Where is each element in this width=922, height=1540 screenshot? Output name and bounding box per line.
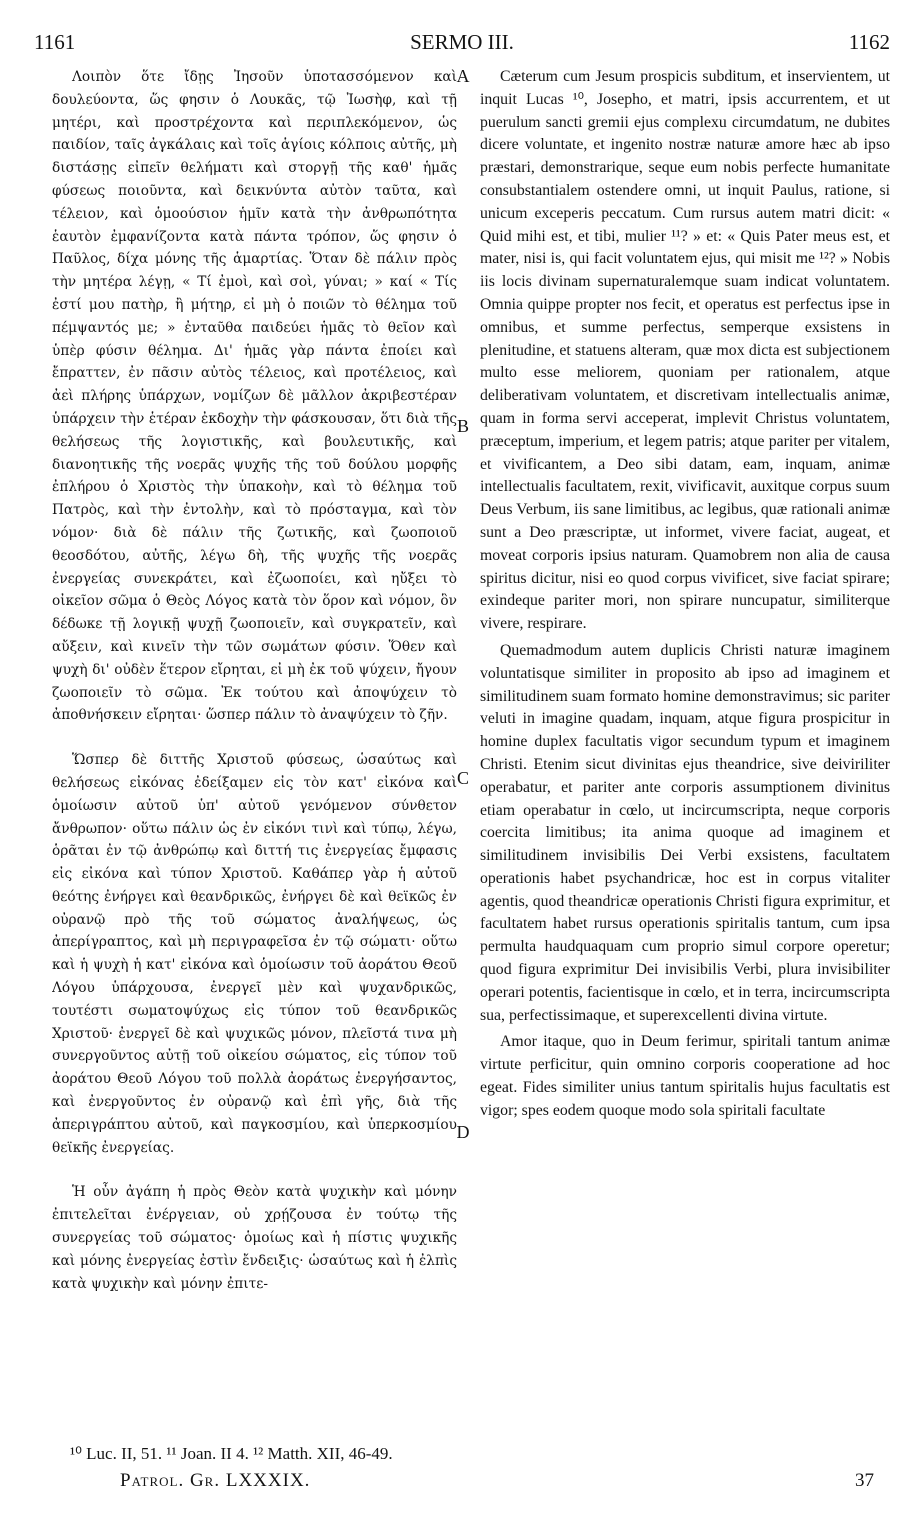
- page-header: [34, 30, 890, 60]
- latin-paragraph-2: Quemadmodum autem duplicis Christi naturæ imaginem voluntatisque similiter in proposito ab ipso ad imaginem et similitudinem suam formato homine demonstravimus; sic pariter veluti in imagine quadam, inquam, atque figura prospicitur in homine duplex facultatis vigor secundum typum et imaginem Christi. Etenim sicut divinitas ejus theandrice, sive deiviriliter operabatur, et pariter ante corporis assumptionem divinitus etiam operabatur in cœlo, ut incircumscripta, neque corporis coercita limitibus; ita anima quoque ad imaginem et similitudinem invisibilis Dei Verbi exsistens, facultatem operationis habet psychandricæ, hoc est in corpus vitaliter agentis, quod theandricæ operationis Christi figura exprimitur, et facultatem habet rursus operationis spiritalis tantum, cum ipsa permulta haudquaquam cum proprio simul corpore operetur; quod figura exprimitur Dei invisibilis Verbi, plura invisibiliter operari potentis, facientisque in cœlo, et in terra, incircumscripta sua, perfectissimaque, et superexcellenti divina virtute.: [480, 641, 890, 1024]
- sheet-number: 37: [855, 1470, 874, 1491]
- greek-paragraph-2: Ὥσπερ δὲ διττῆς Χριστοῦ φύσεως, ὡσαύτως καὶ θελήσεως εἰκόνας ἐδείξαμεν εἰς τὸν κατ' εἰκόνα καὶ ὁμοίωσιν αὐτοῦ ὑπ' αὐτοῦ γενόμενον σύνθετον ἄνθρωπον· οὕτω πάλιν ὡς ἐν εἰκόνι τινὶ καὶ τύπῳ, λέγω, ὁρᾶται ἐν τῷ ἀνθρώπῳ καὶ διττή τις ἐνεργείας ἔμφασις εἰς εἰκόνα καὶ τύπον Χριστοῦ. Καθάπερ γὰρ ἡ αὐτοῦ θεότης ἐνήργει καὶ θεανδρικῶς, ἐνήργει δὲ καὶ θεϊκῶς ἐν οὐρανῷ πρὸ τῆς τοῦ σώματος ἀναλήψεως, ὡς ἀπερίγραπτος, καὶ μὴ περιγραφεῖσα ἐν τῷ σώματι· οὕτω καὶ ἡ ψυχὴ ἡ κατ' εἰκόνα καὶ ὁμοίωσιν τοῦ ἀοράτου Θεοῦ Λόγου ὑπάρχουσα, ἐνεργεῖ μὲν καὶ ψυχανδρικῶς, τουτέστι σωματοψύχως εἰς τύπον τοῦ θεανδρικῶς Χριστοῦ· ἐνεργεῖ δὲ καὶ ψυχικῶς μόνον, πλεῖστά τινα μὴ συνεργοῦντος αὐτῇ τοῦ οἰκείου σώματος, εἰς τύπον τοῦ ἀοράτου Θεοῦ Λόγου τοῦ πολλὰ ἀοράτως ἐνεργήσαντος, καὶ ἐνεργοῦντος ἐν οὐρανῷ καὶ ἐπὶ γῆς, διὰ τῆς ἀπεριγράπτου αὐτοῦ, καὶ παγκοσμίου, καὶ ὑπερκοσμίου θεϊκῆς ἐνεργείας.: [52, 752, 457, 1156]
- margin-letter-b: B: [456, 416, 469, 436]
- page-number-right: 1162: [848, 30, 890, 54]
- latin-paragraph-1: Cæterum cum Jesum prospicis subditum, et inservientem, ut inquit Lucas ¹⁰, Josepho, et matri, ipsis accurrentem, et ut puerulum sancti gremii ejus complexu circumdatum, ne dubites dicere voluntate, et ingenito nostræ naturæ amore hæc ab ipso præstari, demonstrarique, seque eum nobis perfecte humanitate consubstantialem ostendere omni, ut inquit Paulus, ratione, si unicum exceperis peccatum. Cum rursus autem matri dicit: « Quid mihi est, et tibi, mulier ¹¹? » et: « Quis Pater meus est, et mater, nisi is, qui facit voluntatem ejus, qui misit me ¹²? » Nobis iis locis divinam supernaturalemque suam indicat voluntatem. Omnia quippe propter nos fecit, et operatus est perfectus ipse in omnibus, et summe perfectus, semperque exsistens in plenitudine, et statuens alteram, quæ mox dicta est subjectionem multo esse meliorem, quoniam per rationalem, atque deliberativam voluntatem, et discretivam intellectualis animæ, quam in forma servi acceperat, implevit Christus voluntatem, præceptum, imperium, et legem patris; atque pariter per vitalem, et vivificantem, a Deo sibi datam, eam, inquam, animæ intellectualis facultatem, rexit, vivificavit, auxitque corpus suum Deus Verbum, iis sane limitibus, ac legibus, quæ rationali animæ sunt a Deo præscriptæ, ut informet, vivere faciat, augeat, et moveat corporis ipsius naturam. Quamobrem non alia de causa spiritus dicitur, nisi eo quod corpus vivificet, sive faciat spirare; exindeque pariter mori, non spirare nuncupatur, similiterque vivere, respirare.: [480, 68, 890, 633]
- latin-column: [480, 66, 890, 1436]
- page-footer: [120, 1470, 874, 1498]
- series-signature: Patrol. Gr. LXXXIX.: [120, 1470, 311, 1491]
- greek-paragraph-1: Λοιπὸν ὅτε ἴδῃς Ἰησοῦν ὑποτασσόμενον καὶ δουλεύοντα, ὥς φησιν ὁ Λουκᾶς, τῷ Ἰωσὴφ, καὶ τῇ μητέρι, καὶ προστρέχοντα καὶ περιπλεκόμενον, ὡς παιδίον, ταῖς ἀγκάλαις καὶ τοῖς ἁγίοις κόλποις αὐτῆς, μὴ διστάσῃς εἰπεῖν θελήματι καὶ στοργῇ τῆς καθ' ἡμᾶς φύσεως ποιοῦντα, καὶ δεικνύντα αὐτὸν ταῦτα, καὶ τέλειον, καὶ ὁμοούσιον ἡμῖν κατὰ τὴν ἀνθρωπότητα ἑαυτὸν ἐμφανίζοντα κατὰ πάντα τρόπον, ὥς φησιν ὁ Παῦλος, δίχα μόνης τῆς ἁμαρτίας. Ὅταν δὲ πάλιν πρὸς τὴν μητέρα λέγῃ, « Τί ἐμοὶ, καὶ σοὶ, γύναι; » καί « Τίς ἐστί μου πατὴρ, ἢ μήτηρ, εἰ μὴ ὁ ποιῶν τὸ θέλημα τοῦ πέμψαντός με; » ἐνταῦθα παιδεύει ἡμᾶς τὸ θεῖον καὶ ὑπὲρ φύσιν θέλημα. Δι' ἡμᾶς γὰρ πάντα ἐποίει καὶ ἔπραττεν, ἐν πᾶσιν αὐτὸς τέλειος, καὶ προτέλειος, καὶ ἀεὶ πλήρης ὑπάρχων, νομίζων δὲ μᾶλλον ἀκριβεστέραν ὑπάρχειν τὴν ἑτέραν ἐκδοχὴν τὴν φάσκουσαν, ὅτι διὰ τῆς θελήσεως τῆς λογιστικῆς, καὶ βουλευτικῆς, καὶ διανοητικῆς τῆς νοερᾶς ψυχῆς τῆς τοῦ δούλου μορφῆς ἐπλήρου ὁ Χριστὸς τὴν ὑπακοὴν, καὶ τὸ θέλημα τοῦ Πατρὸς, καὶ τὴν ἐντολὴν, καὶ τὸ πρόσταγμα, καὶ τὸν νόμον· διὰ δὲ πάλιν τῆς ζωτικῆς, καὶ ζωοποιοῦ θεοσδότου, αὐτῆς, λέγω δὴ, τῆς ψυχῆς τῆς νοερᾶς ἐνεργείας συνεκράτει, καὶ ἐζωοποίει, καὶ ηὔξει τὸ οἰκεῖον σῶμα ὁ Θεὸς Λόγος κατὰ τὸν ὅρον καὶ νόμον, ὃν δέδωκε τῇ λογικῇ ψυχῇ ζωοποιεῖν, καὶ συγκρατεῖν, καὶ αὔξειν, καὶ κινεῖν τὴν τῶν σωμάτων φύσιν. Ὅθεν καὶ ψυχὴ δι' οὐδὲν ἕτερον εἴρηται, εἰ μὴ ἐκ τοῦ ψύχειν, ἤγουν ζωοποιεῖν τὸ σῶμα. Ἐκ τούτου καὶ ἀποψύχειν τὸ ἀποθνήσκειν εἴρηται· ὥσπερ πάλιν τὸ ἀναψύχειν τὸ ζῆν.: [52, 69, 457, 724]
- margin-letter-c: C: [456, 768, 469, 788]
- margin-letter-a: A: [456, 66, 470, 86]
- footnotes: ¹⁰ Luc. II, 51. ¹¹ Joan. II 4. ¹² Matth. XII, 46-49.: [70, 1444, 393, 1463]
- greek-column: [52, 66, 457, 1436]
- latin-paragraph-3: Amor itaque, quo in Deum ferimur, spiritali tantum animæ virtute perficitur, quin omnino corporis cooperatione ad hoc egeat. Fides similiter unius tantum spiritalis hujus facultatis est vigor; spes eodem quoque modo sola spiritali facultate: [480, 1033, 890, 1119]
- page-number-left: 1161: [34, 30, 76, 54]
- greek-paragraph-3: Ἡ οὖν ἀγάπη ἡ πρὸς Θεὸν κατὰ ψυχικὴν καὶ μόνην ἐπιτελεῖται ἐνέργειαν, οὐ χρῄζουσα ἐν τούτῳ τῆς συνεργείας τοῦ σώματος· ὁμοίως καὶ ἡ πίστις ψυχικῆς καὶ μόνης ἐνεργείας ἐστὶν ἔνδειξις· ὡσαύτως καὶ ἡ ἐλπὶς κατὰ ψυχικὴν καὶ μόνην ἐπιτε-: [52, 1184, 457, 1292]
- running-title: SERMO III.: [410, 30, 514, 54]
- margin-letter-d: D: [456, 1122, 470, 1142]
